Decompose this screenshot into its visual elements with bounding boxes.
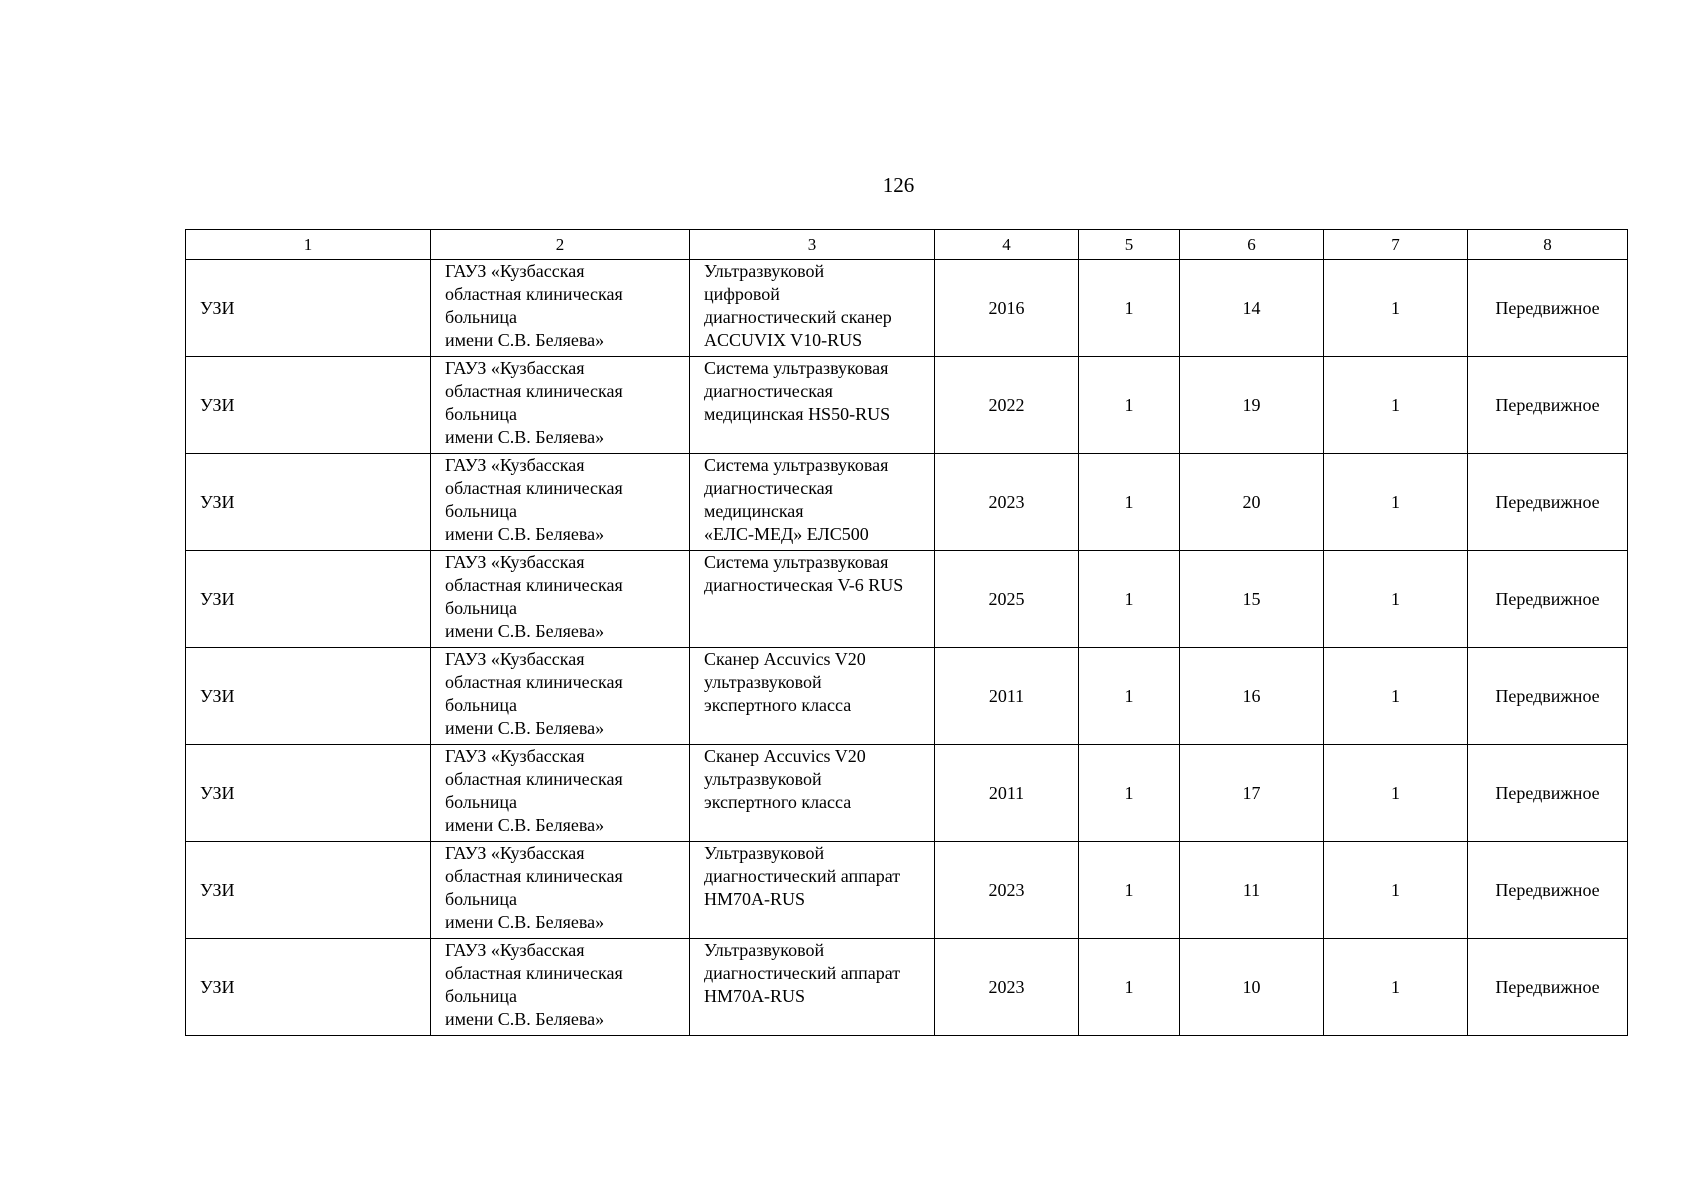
year-cell: 2025	[935, 551, 1079, 648]
organization-cell: ГАУЗ «Кузбасская областная клиническая больница имени С.В. Беляева»	[431, 648, 690, 745]
table-row	[186, 454, 1628, 551]
table-row	[186, 842, 1628, 939]
year-cell: 2023	[935, 842, 1079, 939]
column-number: 6	[1180, 230, 1324, 260]
status-cell: Передвижное	[1468, 842, 1628, 939]
organization-cell: ГАУЗ «Кузбасская областная клиническая больница имени С.В. Беляева»	[431, 454, 690, 551]
column-number: 2	[431, 230, 690, 260]
column-5-cell: 1	[1079, 745, 1180, 842]
device-name-cell: Ультразвуковой диагностический аппарат HM70A-RUS	[690, 939, 935, 1036]
table-row	[186, 551, 1628, 648]
table-row	[186, 357, 1628, 454]
organization-cell: ГАУЗ «Кузбасская областная клиническая больница имени С.В. Беляева»	[431, 357, 690, 454]
column-5-cell: 1	[1079, 551, 1180, 648]
column-7-cell: 1	[1324, 260, 1468, 357]
column-number: 8	[1468, 230, 1628, 260]
year-cell: 2016	[935, 260, 1079, 357]
page-number: 126	[882, 173, 915, 197]
device-name-cell: Система ультразвуковая диагностическая V-6 RUS	[690, 551, 935, 648]
table-row	[186, 648, 1628, 745]
column-6-cell: 15	[1180, 551, 1324, 648]
organization-cell: ГАУЗ «Кузбасская областная клиническая больница имени С.В. Беляева»	[431, 842, 690, 939]
year-cell: 2011	[935, 745, 1079, 842]
column-6-cell: 20	[1180, 454, 1324, 551]
equipment-table	[185, 229, 1628, 1036]
organization-cell: ГАУЗ «Кузбасская областная клиническая больница имени С.В. Беляева»	[431, 939, 690, 1036]
equipment-type-cell: УЗИ	[186, 939, 431, 1036]
column-7-cell: 1	[1324, 551, 1468, 648]
device-name-cell: Сканер Accuvics V20 ультразвуковой экспертного класса	[690, 648, 935, 745]
column-7-cell: 1	[1324, 648, 1468, 745]
table-row	[186, 745, 1628, 842]
column-5-cell: 1	[1079, 842, 1180, 939]
device-name-cell: Ультразвуковой цифровой диагностический сканер ACCUVIX V10-RUS	[690, 260, 935, 357]
status-cell: Передвижное	[1468, 357, 1628, 454]
column-6-cell: 19	[1180, 357, 1324, 454]
column-6-cell: 16	[1180, 648, 1324, 745]
status-cell: Передвижное	[1468, 454, 1628, 551]
column-5-cell: 1	[1079, 454, 1180, 551]
status-cell: Передвижное	[1468, 551, 1628, 648]
year-cell: 2023	[935, 939, 1079, 1036]
status-cell: Передвижное	[1468, 939, 1628, 1036]
column-6-cell: 11	[1180, 842, 1324, 939]
table-row	[186, 260, 1628, 357]
device-name-cell: Ультразвуковой диагностический аппарат HM70A-RUS	[690, 842, 935, 939]
year-cell: 2011	[935, 648, 1079, 745]
device-name-cell: Система ультразвуковая диагностическая медицинская «ЕЛС-МЕД» ЕЛС500	[690, 454, 935, 551]
column-5-cell: 1	[1079, 648, 1180, 745]
equipment-type-cell: УЗИ	[186, 454, 431, 551]
column-number: 5	[1079, 230, 1180, 260]
year-cell: 2022	[935, 357, 1079, 454]
status-cell: Передвижное	[1468, 260, 1628, 357]
equipment-type-cell: УЗИ	[186, 551, 431, 648]
column-number-row	[186, 230, 1628, 260]
device-name-cell: Сканер Accuvics V20 ультразвуковой экспертного класса	[690, 745, 935, 842]
table-body	[186, 230, 1628, 1036]
column-6-cell: 10	[1180, 939, 1324, 1036]
table-row	[186, 939, 1628, 1036]
column-7-cell: 1	[1324, 842, 1468, 939]
column-6-cell: 17	[1180, 745, 1324, 842]
organization-cell: ГАУЗ «Кузбасская областная клиническая больница имени С.В. Беляева»	[431, 745, 690, 842]
equipment-type-cell: УЗИ	[186, 648, 431, 745]
column-5-cell: 1	[1079, 357, 1180, 454]
column-6-cell: 14	[1180, 260, 1324, 357]
column-number: 1	[186, 230, 431, 260]
column-5-cell: 1	[1079, 260, 1180, 357]
organization-cell: ГАУЗ «Кузбасская областная клиническая больница имени С.В. Беляева»	[431, 551, 690, 648]
device-name-cell: Система ультразвуковая диагностическая медицинская HS50-RUS	[690, 357, 935, 454]
status-cell: Передвижное	[1468, 745, 1628, 842]
column-7-cell: 1	[1324, 454, 1468, 551]
status-cell: Передвижное	[1468, 648, 1628, 745]
column-7-cell: 1	[1324, 939, 1468, 1036]
column-number: 7	[1324, 230, 1468, 260]
column-7-cell: 1	[1324, 745, 1468, 842]
year-cell: 2023	[935, 454, 1079, 551]
equipment-type-cell: УЗИ	[186, 260, 431, 357]
organization-cell: ГАУЗ «Кузбасская областная клиническая больница имени С.В. Беляева»	[431, 260, 690, 357]
column-number: 4	[935, 230, 1079, 260]
column-number: 3	[690, 230, 935, 260]
column-7-cell: 1	[1324, 357, 1468, 454]
column-5-cell: 1	[1079, 939, 1180, 1036]
equipment-type-cell: УЗИ	[186, 357, 431, 454]
equipment-type-cell: УЗИ	[186, 745, 431, 842]
equipment-type-cell: УЗИ	[186, 842, 431, 939]
